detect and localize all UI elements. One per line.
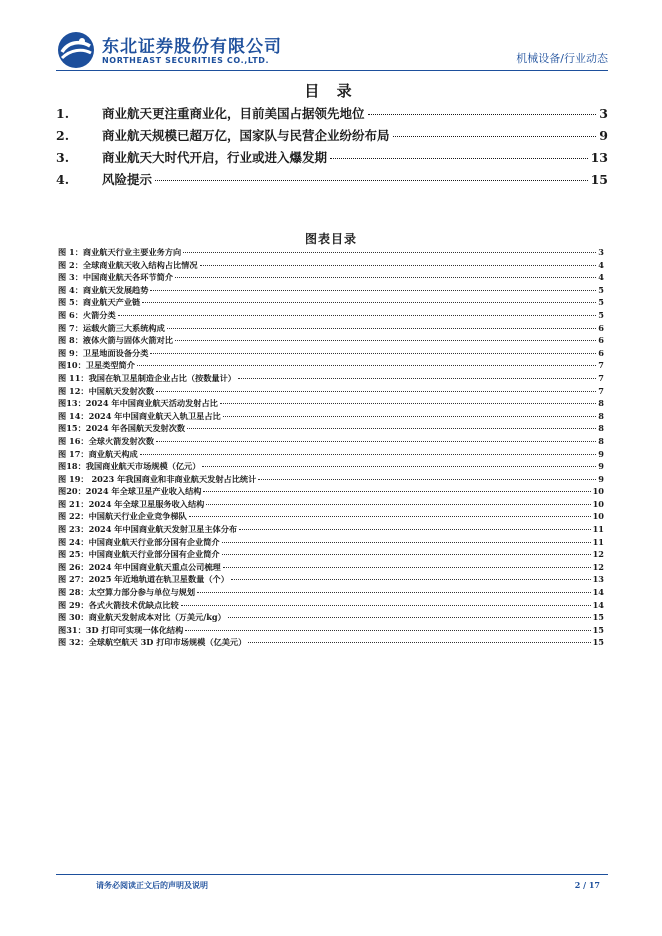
toc-entry[interactable] (56, 126, 608, 148)
dot-leader (203, 491, 590, 492)
dot-leader (175, 277, 596, 278)
table-of-contents (56, 104, 608, 192)
figure-entry-title: 图 16：全球火箭发射次数 (58, 435, 155, 446)
toc-entry-number: 2. (56, 128, 70, 143)
figure-entry[interactable] (58, 562, 604, 575)
figure-entry[interactable] (58, 549, 604, 562)
page-header (56, 28, 608, 74)
figure-entry-page: 11 (592, 536, 604, 547)
dot-leader (238, 378, 596, 379)
figure-entry-title: 图 19： 2023 年我国商业和非商业航天发射占比统计 (58, 473, 257, 484)
figure-entry-title: 图 26：2024 年中国商业航天重点公司梳理 (58, 561, 221, 572)
figure-entry-page: 11 (592, 524, 604, 535)
figure-entry[interactable] (58, 323, 604, 336)
company-name-cn: 东北证券股份有限公司 (102, 37, 282, 57)
figure-entry-page: 7 (598, 360, 604, 371)
figure-entry-title: 图20：2024 年全球卫星产业收入结构 (58, 486, 202, 497)
figure-entry[interactable] (58, 537, 604, 550)
figure-entry-title: 图 22：中国航天行业企业竞争梯队 (58, 511, 187, 522)
dot-leader (175, 340, 596, 341)
dot-leader (197, 592, 591, 593)
dot-leader (223, 416, 597, 417)
figure-entry[interactable] (58, 637, 604, 650)
toc-entry[interactable] (56, 104, 608, 126)
figure-entry[interactable] (58, 511, 604, 524)
figure-entry[interactable] (58, 612, 604, 625)
figure-entry[interactable] (58, 524, 604, 537)
dot-leader (330, 158, 588, 159)
figure-entry[interactable] (58, 423, 604, 436)
figure-entry[interactable] (58, 587, 604, 600)
figure-entry-page: 6 (598, 347, 604, 358)
toc-entry-title: 风险提示 (102, 172, 153, 187)
figure-entry[interactable] (58, 348, 604, 361)
figure-entry-title: 图 7：运载火箭三大系统构成 (58, 322, 165, 333)
toc-entry-title: 商业航天更注重商业化，目前美国占据领先地位 (102, 106, 365, 121)
figure-entry-title: 图18：我国商业航天市场规模（亿元） (58, 461, 201, 472)
figure-entry[interactable] (58, 260, 604, 273)
dot-leader (185, 630, 590, 631)
toc-entry-number: 1. (56, 106, 70, 121)
figure-list (58, 247, 604, 650)
figure-entry-page: 7 (598, 385, 604, 396)
figure-entry[interactable] (58, 474, 604, 487)
figure-entry-page: 8 (598, 410, 604, 421)
figure-entry-title: 图 14：2024 年中国商业航天入轨卫星占比 (58, 410, 221, 421)
dot-leader (167, 328, 596, 329)
dot-leader (220, 403, 596, 404)
figure-entry-title: 图 4：商业航天发展趋势 (58, 284, 149, 295)
toc-title: 目 录 (304, 82, 358, 100)
dot-leader (150, 353, 596, 354)
figure-entry[interactable] (58, 297, 604, 310)
figure-entry-page: 14 (592, 587, 604, 598)
figure-entry-page: 5 (598, 309, 604, 320)
figure-entry[interactable] (58, 600, 604, 613)
figure-entry-page: 9 (598, 461, 604, 472)
dot-leader (183, 252, 596, 253)
toc-entry-page: 13 (590, 150, 608, 165)
figure-entry-title: 图 9：卫星地面设备分类 (58, 347, 149, 358)
page-number: 2 / 17 (574, 880, 600, 890)
figure-entry-page: 5 (598, 297, 604, 308)
figure-entry-page: 7 (598, 372, 604, 383)
figure-entry-page: 5 (598, 284, 604, 295)
figure-entry[interactable] (58, 486, 604, 499)
figure-list-title: 图表目录 (304, 232, 357, 246)
figure-entry[interactable] (58, 625, 604, 638)
figure-entry[interactable] (58, 411, 604, 424)
figure-entry-title: 图 25：中国商业航天行业部分国有企业简介 (58, 549, 220, 560)
figure-entry-page: 9 (598, 473, 604, 484)
dot-leader (187, 428, 596, 429)
dot-leader (393, 136, 597, 137)
dot-leader (248, 642, 590, 643)
figure-entry-title: 图 5：商业航天产业链 (58, 297, 141, 308)
toc-entry-number: 4. (56, 172, 70, 187)
figure-entry[interactable] (58, 247, 604, 260)
figure-entry-title: 图 11：我国在轨卫星制造企业占比（按数量计） (58, 372, 236, 383)
dot-leader (137, 365, 596, 366)
figure-entry-page: 13 (592, 574, 604, 585)
figure-entry[interactable] (58, 285, 604, 298)
toc-entry-page: 9 (599, 128, 608, 143)
dot-leader (140, 454, 597, 455)
figure-entry-page: 10 (592, 498, 604, 509)
toc-entry[interactable] (56, 148, 608, 170)
dot-leader (368, 114, 597, 115)
dot-leader (155, 180, 588, 181)
figure-entry-title: 图 12：中国航天发射次数 (58, 385, 155, 396)
figure-entry-page: 8 (598, 398, 604, 409)
figure-entry-page: 10 (592, 511, 604, 522)
dot-leader (222, 554, 591, 555)
figure-entry[interactable] (58, 335, 604, 348)
dot-leader (258, 479, 596, 480)
figure-entry-page: 14 (592, 599, 604, 610)
dot-leader (189, 516, 591, 517)
figure-entry-title: 图 8：液体火箭与固体火箭对比 (58, 335, 173, 346)
figure-entry-page: 8 (598, 423, 604, 434)
dot-leader (222, 542, 591, 543)
dot-leader (239, 529, 591, 530)
dot-leader (118, 315, 597, 316)
figure-entry-page: 6 (598, 322, 604, 333)
dot-leader (142, 302, 596, 303)
dot-leader (231, 579, 591, 580)
figure-entry-title: 图 29：各式火箭技术优缺点比较 (58, 599, 179, 610)
figure-entry[interactable] (58, 499, 604, 512)
figure-entry-title: 图13：2024 年中国商业航天活动发射占比 (58, 398, 218, 409)
figure-entry-title: 图 27：2025 年近地轨道在轨卫星数量（个） (58, 574, 229, 585)
report-category: 机械设备/行业动态 (516, 52, 608, 65)
figure-entry-page: 12 (592, 561, 604, 572)
figure-entry-title: 图 24：中国商业航天行业部分国有企业简介 (58, 536, 220, 547)
figure-entry-page: 12 (592, 549, 604, 560)
figure-entry[interactable] (58, 373, 604, 386)
figure-entry-title: 图 2：全球商业航天收入结构占比情况 (58, 259, 198, 270)
toc-entry-page: 3 (599, 106, 608, 121)
figure-entry-title: 图 6：火箭分类 (58, 309, 116, 320)
figure-entry-title: 图 1：商业航天行业主要业务方向 (58, 247, 182, 257)
figure-entry[interactable] (58, 386, 604, 399)
figure-entry-page: 15 (592, 612, 604, 623)
dot-leader (206, 504, 590, 505)
toc-entry-title: 商业航天规模已超万亿，国家队与民营企业纷纷布局 (102, 128, 390, 143)
figure-entry-title: 图 21：2024 年全球卫星服务收入结构 (58, 498, 205, 509)
toc-entry-number: 3. (56, 150, 70, 165)
figure-entry[interactable] (58, 436, 604, 449)
figure-entry-page: 9 (598, 448, 604, 459)
figure-entry-title: 图 23：2024 年中国商业航天发射卫星主体分布 (58, 524, 238, 535)
figure-entry-page: 6 (598, 335, 604, 346)
footer-divider (56, 874, 608, 875)
dot-leader (202, 466, 596, 467)
figure-entry[interactable] (58, 310, 604, 323)
toc-entry-title: 商业航天大时代开启，行业或进入爆发期 (102, 150, 328, 165)
figure-entry-page: 15 (592, 624, 604, 635)
dot-leader (156, 391, 596, 392)
dot-leader (156, 441, 596, 442)
dot-leader (228, 617, 591, 618)
figure-entry[interactable] (58, 461, 604, 474)
figure-entry-title: 图 30：商业航天发射成本对比（万美元/kg） (58, 612, 226, 623)
figure-entry-page: 10 (592, 486, 604, 497)
figure-entry-title: 图31：3D 打印可实现一体化结构 (58, 624, 184, 635)
figure-entry-title: 图 17：商业航天构成 (58, 448, 138, 459)
figure-entry-title: 图 32：全球航空航天 3D 打印市场规模（亿美元） (58, 637, 247, 648)
figure-entry-title: 图 28：太空算力部分参与单位与规划 (58, 587, 196, 598)
company-logo (56, 30, 96, 70)
figure-entry[interactable] (58, 360, 604, 373)
figure-entry[interactable] (58, 272, 604, 285)
figure-entry[interactable] (58, 574, 604, 587)
toc-entry-page: 15 (590, 172, 608, 187)
figure-entry-title: 图15：2024 年各国航天发射次数 (58, 423, 186, 434)
figure-entry[interactable] (58, 398, 604, 411)
figure-entry-page: 3 (598, 247, 604, 257)
footer-disclaimer: 请务必阅读正文后的声明及说明 (96, 880, 208, 890)
toc-entry[interactable] (56, 170, 608, 192)
dot-leader (200, 265, 597, 266)
figure-entry[interactable] (58, 449, 604, 462)
dot-leader (223, 567, 591, 568)
dot-leader (150, 290, 596, 291)
dot-leader (181, 605, 591, 606)
figure-entry-page: 15 (592, 637, 604, 648)
figure-entry-page: 4 (598, 259, 604, 270)
figure-entry-title: 图10：卫星类型简介 (58, 360, 135, 371)
figure-entry-title: 图 3：中国商业航天各环节简介 (58, 272, 173, 283)
company-name-en: NORTHEAST SECURITIES CO.,LTD. (102, 56, 270, 65)
figure-entry-page: 8 (598, 435, 604, 446)
header-divider (56, 70, 608, 71)
figure-entry-page: 4 (598, 272, 604, 283)
